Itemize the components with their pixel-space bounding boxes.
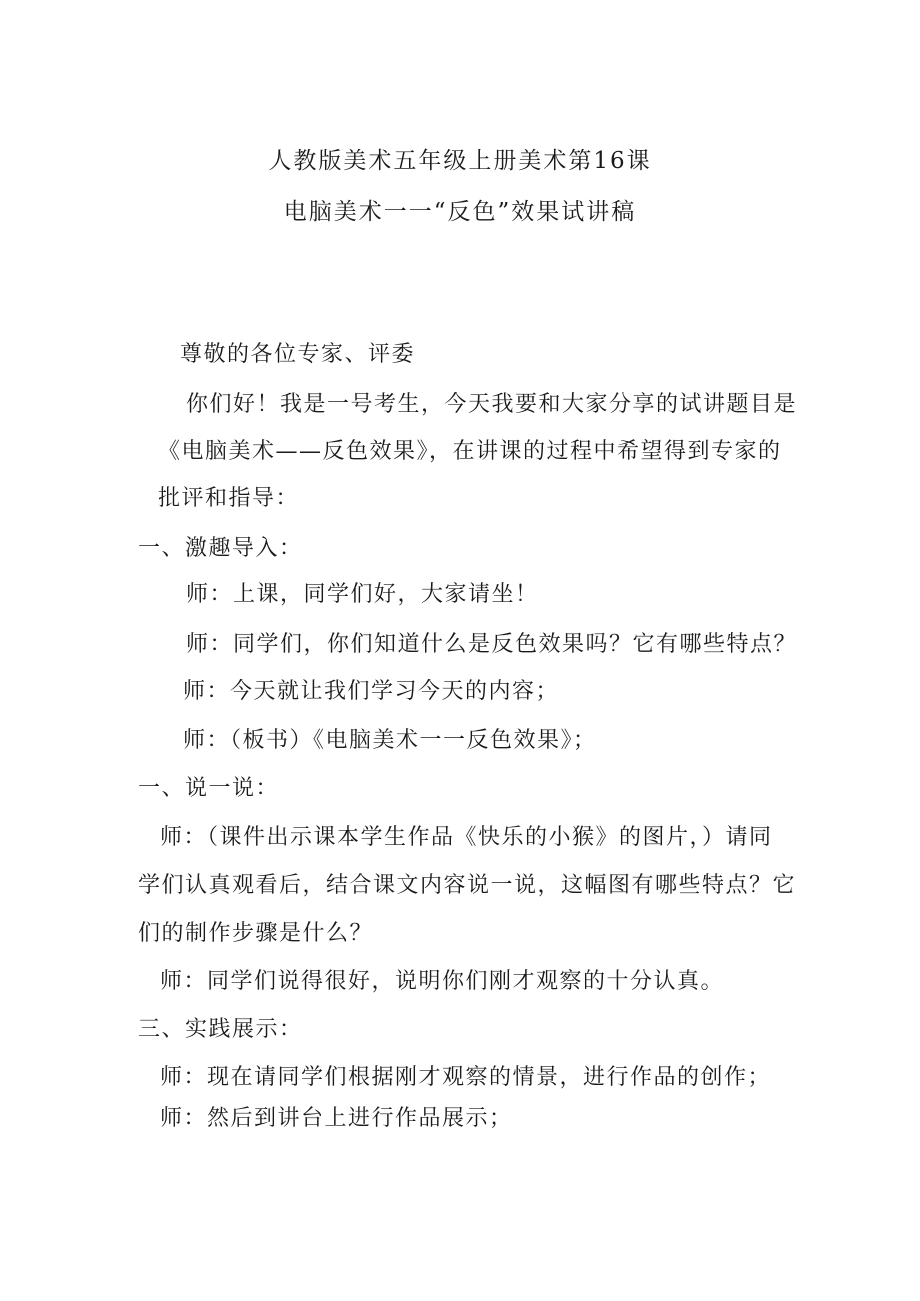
dialogue-line: 师：同学们说得很好，说明你们刚才观察的十分认真。 xyxy=(160,969,725,994)
dialogue-line: 师：然后到讲台上进行作品展示； xyxy=(160,1106,513,1131)
section-heading: 三、实践展示： xyxy=(138,1017,303,1042)
dialogue-line: 师：上课，同学们好，大家请坐！ xyxy=(186,582,539,607)
dialogue-line: 们的制作步骤是什么？ xyxy=(138,921,374,946)
paragraph-line: 批评和指导： xyxy=(158,486,300,511)
dialogue-line: 师：（板书）《电脑美术一一反色效果》； xyxy=(183,728,597,753)
paragraph-line: 《电脑美术——反色效果》，在讲课的过程中希望得到专家的 xyxy=(158,439,782,464)
document-subtitle: 电脑美术一一“反色”效果试讲稿 xyxy=(283,199,637,225)
dialogue-line: 师：现在请同学们根据刚才观察的情景，进行作品的创作； xyxy=(160,1065,772,1090)
section-heading: 一、说一说： xyxy=(138,776,280,801)
section-heading: 一、激趣导入： xyxy=(138,536,303,561)
greeting-line: 尊敬的各位专家、评委 xyxy=(180,342,416,367)
dialogue-line: 师：今天就让我们学习今天的内容； xyxy=(183,679,560,704)
document-title: 人教版美术五年级上册美术第16课 xyxy=(268,148,652,174)
dialogue-line: 师：同学们，你们知道什么是反色效果吗？它有哪些特点？ xyxy=(186,632,798,657)
paragraph-line: 你们好！我是一号考生，今天我要和大家分享的试讲题目是 xyxy=(186,392,798,417)
dialogue-line: 师：（课件出示课本学生作品《快乐的小猴》的图片，）请同 xyxy=(160,825,773,850)
dialogue-line: 学们认真观看后，结合课文内容说一说，这幅图有哪些特点？它 xyxy=(138,873,797,898)
